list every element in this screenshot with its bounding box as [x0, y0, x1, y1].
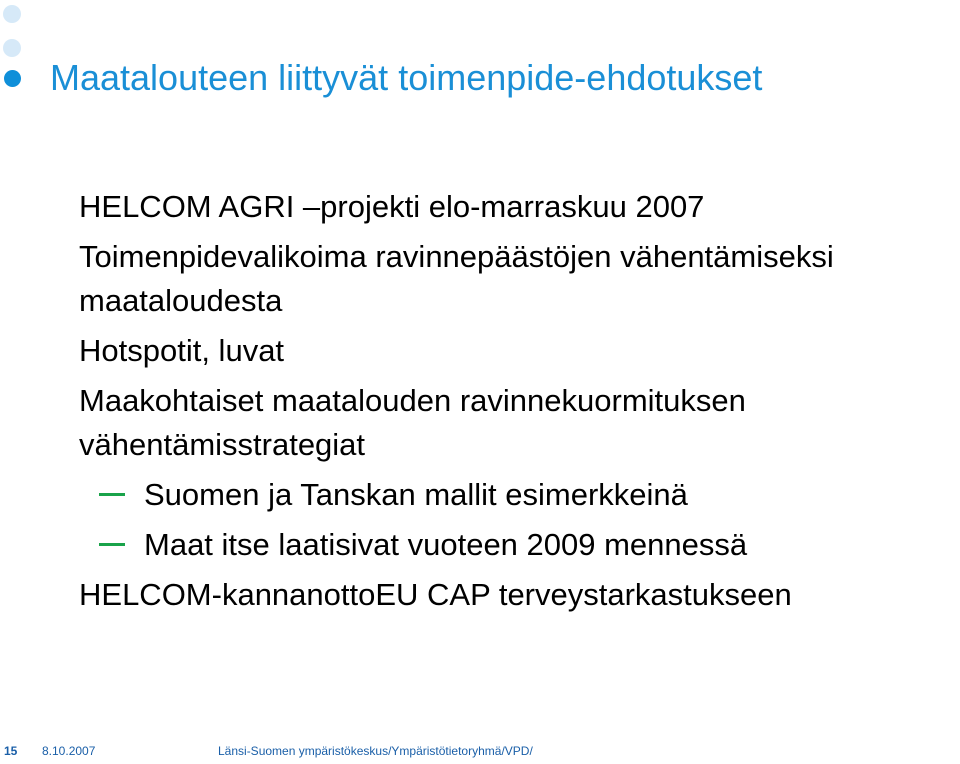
dash-bullet-icon — [99, 493, 125, 496]
bullet-item: Toimenpidevalikoima ravinnepäästöjen vähentämiseksi maataloudesta — [79, 239, 834, 318]
sub-bullet-text: Maat itse laatisivat vuoteen 2009 mennessä — [144, 527, 748, 562]
title-bullet-dot-icon — [4, 70, 21, 87]
sub-bullet-item — [79, 520, 949, 570]
bullet-item: Maakohtaiset maatalouden ravinnekuormituksen vähentämisstrategiat — [79, 383, 746, 462]
footer-date: 8.10.2007 — [42, 744, 96, 758]
slide-footer — [0, 739, 960, 764]
sub-bullet-item — [79, 470, 949, 520]
decorative-dot-light-icon — [3, 39, 21, 57]
footer-organization: Länsi-Suomen ympäristökeskus/Ympäristötietoryhmä/VPD/ — [218, 744, 533, 758]
page-number: 15 — [4, 744, 18, 758]
bullet-list — [79, 182, 949, 620]
bullet-item: HELCOM AGRI –projekti elo-marraskuu 2007 — [79, 189, 705, 224]
sub-bullet-text: Suomen ja Tanskan mallit esimerkkeinä — [144, 477, 688, 512]
slide-title: Maatalouteen liittyvät toimenpide-ehdotukset — [50, 57, 763, 98]
decorative-dot-light-icon — [3, 5, 21, 23]
dash-bullet-icon — [99, 543, 125, 546]
bullet-item: Hotspotit, luvat — [79, 333, 285, 368]
bullet-item: HELCOM-kannanottoEU CAP terveystarkastukseen — [79, 577, 792, 612]
